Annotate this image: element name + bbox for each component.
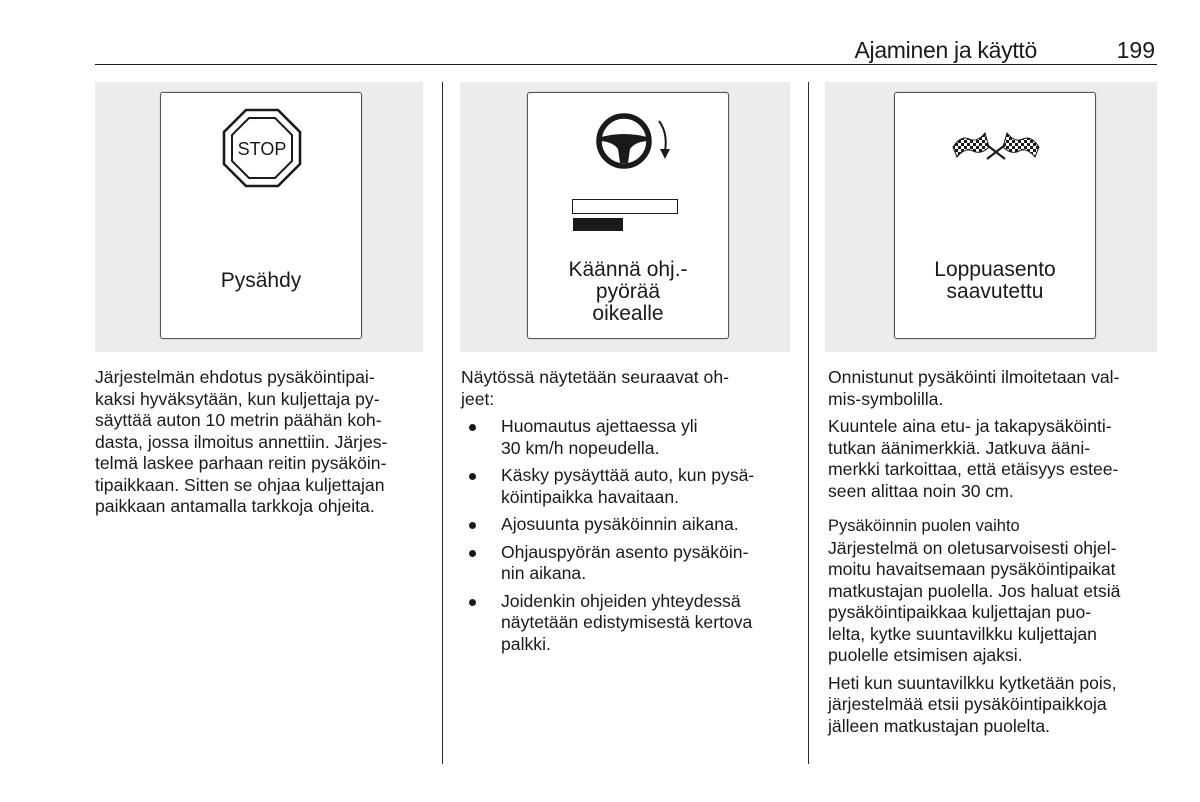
steering-wheel-icon <box>588 111 678 173</box>
page-header <box>95 34 1157 65</box>
section-subheading: Pysäköinnin puolen vaihto <box>828 517 1020 535</box>
display-message: Pysähdy <box>220 269 302 292</box>
list-item: Käsky pysäyttää auto, kun pysä- köintipaikka havaitaan. <box>461 465 796 508</box>
list-item: Huomautus ajettaessa yli 30 km/h nopeudella. <box>461 416 796 459</box>
paragraph: Onnistunut pysäköinti ilmoitetaan val- mis-symbolilla. <box>828 367 1120 409</box>
paragraph: Heti kun suuntavilkku kytketään pois, järjestelmää etsii pysäköintipaikkoja jälleen matkustajan puolelta. <box>828 672 1117 736</box>
column-divider-2 <box>808 82 809 764</box>
column-2-text <box>461 367 796 661</box>
column-divider-1 <box>442 82 443 764</box>
bullet-icon <box>469 473 476 480</box>
intro-paragraph: Näytössä näytetään seuraavat oh- jeet: <box>461 367 729 409</box>
bullet-icon <box>469 599 476 606</box>
stop-sign-icon <box>221 107 303 189</box>
column-1-text <box>95 367 430 524</box>
chapter-title: Ajaminen ja käyttö <box>854 37 1037 63</box>
display-message: Loppuasento saavutettu <box>934 258 1056 303</box>
column-3-text <box>828 367 1163 743</box>
stop-sign-text: STOP <box>237 139 287 159</box>
list-item: Joidenkin ohjeiden yhteydessä näytetään edistymisestä kertova palkki. <box>461 591 796 656</box>
bullet-icon <box>469 424 476 431</box>
display-message: Käännä ohj.- pyörää oikealle <box>568 258 688 325</box>
bullet-icon <box>469 550 476 557</box>
paragraph: Järjestelmän ehdotus pysäköintipai- kaksi hyväksytään, kun kuljettaja py- säyttää auton 10 metrin päähän koh- dasta, jossa ilmoitus annettiin. Järjes- telmä laskee parhaan reitin pysäköin- tipaikkaan. Sitten se ohjaa kuljettajan paikkaan antamalla tarkkoja ohjeita. <box>95 367 388 516</box>
bullet-icon <box>469 522 476 529</box>
progress-bar <box>572 199 678 214</box>
display-finish <box>894 92 1096 339</box>
list-item: Ohjauspyörän asento pysäköin- nin aikana. <box>461 542 796 585</box>
progress-bar-fill <box>573 218 623 231</box>
display-stop <box>160 92 362 339</box>
list-item: Ajosuunta pysäköinnin aikana. <box>461 514 796 536</box>
finish-flags-icon <box>949 125 1043 165</box>
page-number: 199 <box>1116 37 1155 63</box>
paragraph: Kuuntele aina etu- ja takapysäköinti- tutkan äänimerkkiä. Jatkuva ääni- merkki tarkoittaa, että etäisyys estee- seen alittaa noin 30 cm. <box>828 416 1119 501</box>
display-steer <box>527 92 729 339</box>
paragraph: Järjestelmä on oletusarvoisesti ohjel- moitu havaitsemaan pysäköintipaikat matkustajan puolella. Jos haluat etsiä pysäköintipaikkaa kuljettajan puo- lelta, kytke suuntavilkku kuljettajan puolelle etsimisen ajaksi. <box>828 537 1121 665</box>
bullet-list <box>461 416 796 655</box>
